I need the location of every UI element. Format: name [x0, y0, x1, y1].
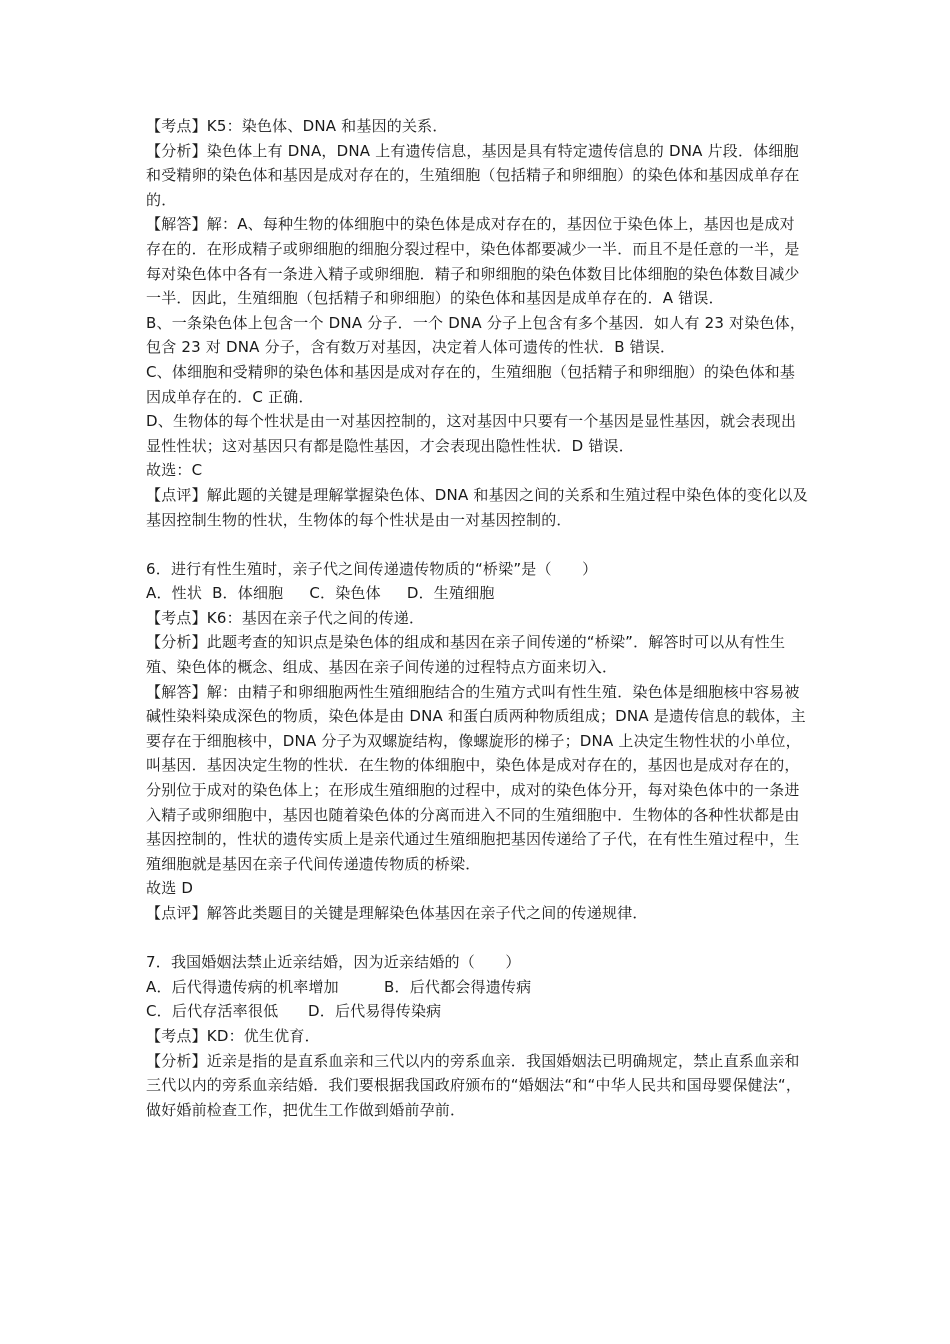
q6-answer: 故选 D [146, 879, 194, 898]
q6-stem: 6．进行有性生殖时，亲子代之间传递遗传物质的“桥梁”是（ ） [146, 559, 598, 578]
q6-options [146, 581, 808, 606]
q7-kaodian: 【考点】KD：优生优育． [146, 1026, 320, 1045]
q5-option-b-analysis: B、一条染色体上包含一个 DNA 分子．一个 DNA 分子上包含有多个基因．如人有 23 对染色体，包含 23 对 DNA 分子，含有数万对基因，决定着人体可遗传的性状．B 错误． [146, 313, 806, 357]
q5-dianping: 【点评】解此题的关键是理解掌握染色体、DNA 和基因之间的关系和生殖过程中染色体的变化以及基因控制生物的性状，生物体的每个性状是由一对基因控制的． [146, 485, 808, 529]
q7-option-a: A．后代得遗传病的机率增加 [146, 977, 339, 996]
q5-answer: 故选：C [146, 461, 203, 480]
question-7 [146, 950, 808, 1122]
q7-option-d: D．后代易得传染病 [308, 1002, 442, 1021]
q6-jieda: 【解答】解：由精子和卵细胞两性生殖细胞结合的生殖方式叫有性生殖．染色体是细胞核中容易被碱性染料染成深色的物质，染色体是由 DNA 和蛋白质两种物质组成；DNA 是遗传信息的载体，主要存在于细胞核中，DNA 分子为双螺旋结构，像螺旋形的梯子；DNA 上决定生物性状的小单位，叫基因．基因决定生物的性状．在生物的体细胞中，染色体是成对存在的，基因也是成对存在的，分别位于成对的染色体上；在形成生殖细胞的过程中，成对的染色体分开，每对染色体中的一条进入精子或卵细胞中，基因也随着染色体的分离而进入不同的生殖细胞中．生物体的各种性状都是由基因控制的，性状的遗传实质上是亲代通过生殖细胞把基因传递给了子代，在有性生殖过程中，生殖细胞就是基因在亲子代间传递遗传物质的桥梁． [146, 682, 806, 873]
q7-fenxi: 【分析】近亲是指的是直系血亲和三代以内的旁系血亲．我国婚姻法已明确规定，禁止直系血亲和三代以内的旁系血亲结婚．我们要根据我国政府颁布的“婚姻法“和“中华人民共和国母婴保健法“，做好婚前检查工作，把优生工作做到婚前孕前． [146, 1051, 802, 1119]
q6-option-b: B．体细胞 [212, 584, 284, 603]
spacer [146, 926, 808, 951]
spacer [146, 532, 808, 557]
q6-option-d: D．生殖细胞 [406, 584, 495, 603]
q7-option-b: B．后代都会得遗传病 [384, 977, 532, 996]
q7-option-c: C．后代存活率很低 [146, 1002, 279, 1021]
question-5-explanation [146, 114, 808, 532]
q6-kaodian: 【考点】K6：基因在亲子代之间的传递． [146, 608, 425, 627]
q5-option-d-analysis: D、生物体的每个性状是由一对基因控制的，这对基因中只要有一个基因是显性基因，就会表现出显性性状；这对基因只有都是隐性基因，才会表现出隐性性状．D 错误． [146, 412, 797, 455]
q7-options-row-2 [146, 999, 808, 1024]
q5-jieda: 【解答】解：A、每种生物的体细胞中的染色体是成对存在的，基因位于染色体上，基因也是成对存在的．在形成精子或卵细胞的细胞分裂过程中，染色体都要减少一半．而且不是任意的一半，是每对染色体中各有一条进入精子或卵细胞．精子和卵细胞的染色体数目比体细胞的染色体数目减少一半．因此，生殖细胞（包括精子和卵细胞）的染色体和基因是成单存在的．A 错误． [146, 215, 800, 308]
q6-dianping: 【点评】解答此类题目的关键是理解染色体基因在亲子代之间的传递规律． [146, 904, 648, 922]
q6-option-c: C．染色体 [309, 584, 381, 603]
q6-option-a: A．性状 [146, 584, 203, 603]
q7-stem: 7．我国婚姻法禁止近亲结婚，因为近亲结婚的（ ） [146, 953, 521, 972]
q7-options-row-1 [146, 975, 808, 1000]
q5-kaodian: 【考点】K5：染色体、DNA 和基因的关系． [146, 117, 448, 135]
page-content [146, 114, 808, 1122]
q5-fenxi: 【分析】染色体上有 DNA，DNA 上有遗传信息，基因是具有特定遗传信息的 DNA 片段．体细胞和受精卵的染色体和基因是成对存在的，生殖细胞（包括精子和卵细胞）的染色体和基因成单存在的． [146, 141, 800, 209]
question-6 [146, 557, 808, 926]
q6-fenxi: 【分析】此题考查的知识点是染色体的组成和基因在亲子间传递的“桥梁”．解答时可以从有性生殖、染色体的概念、组成、基因在亲子间传递的过程特点方面来切入． [146, 633, 786, 677]
q5-option-c-analysis: C、体细胞和受精卵的染色体和基因是成对存在的，生殖细胞（包括精子和卵细胞）的染色体和基因成单存在的．C 正确． [146, 362, 796, 406]
